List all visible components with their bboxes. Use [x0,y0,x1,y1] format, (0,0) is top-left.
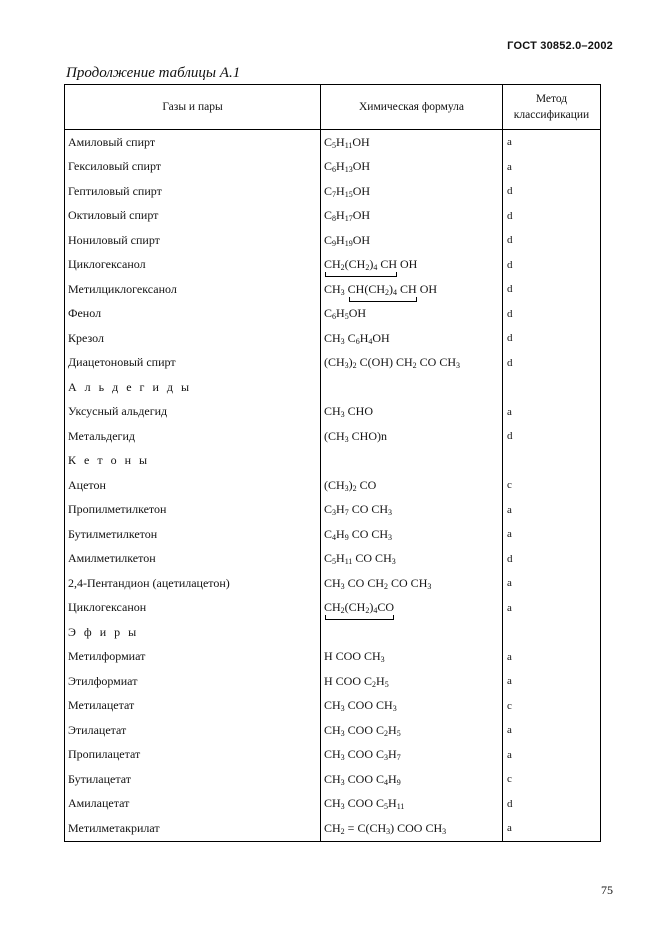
method-cell: a [503,130,601,155]
method-cell: c [503,473,601,498]
method-cell: a [503,718,601,743]
method-cell: a [503,596,601,621]
gas-name-cell: Метилформиат [65,645,321,670]
method-cell: a [503,645,601,670]
formula-cell: $(CH_3)_2$ CO [321,473,503,498]
table-row [65,155,601,180]
formula-cell: $CH_3$ CO $CH_2$ CO $CH_3$ [321,571,503,596]
table-row [65,767,601,792]
method-cell: d [503,179,601,204]
formula-cell: $CH_3$ CHO [321,400,503,425]
table-row [65,571,601,596]
gas-name-cell: Пропилметилкетон [65,498,321,523]
formula-cell [321,596,503,621]
gas-name-cell: Бутилметилкетон [65,522,321,547]
table-row [65,179,601,204]
gas-name-cell: Метилметакрилат [65,816,321,841]
formula-cell [321,449,503,474]
column-header-gas: Газы и пары [65,85,321,130]
table-row [65,400,601,425]
formula-cell: $C_4H_9$ CO $CH_3$ [321,522,503,547]
gas-name-cell: Уксусный альдегид [65,400,321,425]
method-cell: a [503,669,601,694]
formula-cell: $C_3H_7$ CO $CH_3$ [321,498,503,523]
gas-name-cell: Метилциклогексанол [65,277,321,302]
formula-cell: $C_6H_{13}OH$ [321,155,503,180]
gas-name-cell: Амилметилкетон [65,547,321,572]
gas-name-cell: Гептиловый спирт [65,179,321,204]
formula-cell: $CH_3$ COO $C_4H_9$ [321,767,503,792]
formula-cell: $C_8H_{17}OH$ [321,204,503,229]
table-row [65,228,601,253]
table-row [65,694,601,719]
gas-name-cell: Метальдегид [65,424,321,449]
formula-cell: $C_9H_{19}OH$ [321,228,503,253]
table-row [65,792,601,817]
method-cell: d [503,424,601,449]
table-row [65,277,601,302]
table-row [65,718,601,743]
document-code: ГОСТ 30852.0–2002 [507,40,613,52]
gas-name-cell: Амилацетат [65,792,321,817]
gas-name-cell: Бутилацетат [65,767,321,792]
method-cell: d [503,253,601,278]
gas-name-cell: Амиловый спирт [65,130,321,155]
table-row [65,253,601,278]
ring-bracket: $CH(CH_2)_4$ CH [347,281,417,297]
method-cell: d [503,351,601,376]
gas-name-cell: Гексиловый спирт [65,155,321,180]
table-row [65,473,601,498]
formula-cell [321,620,503,645]
table-row [65,816,601,841]
group-heading: А л ь д е г и д ы [65,375,321,400]
method-cell: d [503,792,601,817]
group-heading-row [65,620,601,645]
formula-cell [321,375,503,400]
method-cell: d [503,302,601,327]
method-cell: c [503,767,601,792]
gas-name-cell: Этилацетат [65,718,321,743]
method-cell [503,375,601,400]
gas-name-cell: 2,4-Пентандион (ацетилацетон) [65,571,321,596]
method-cell [503,620,601,645]
table-row [65,302,601,327]
table-body [65,130,601,842]
gas-name-cell: Диацетоновый спирт [65,351,321,376]
group-heading: Э ф и р ы [65,620,321,645]
formula-cell: $CH_3$ COO $C_5H_{11}$ [321,792,503,817]
table-row [65,204,601,229]
formula-cell: $CH_3$ $CH(CH_2)_4$ CH OH [321,277,503,302]
formula-cell: $CH_2 = C(CH_3)$ COO $CH_3$ [321,816,503,841]
table-row [65,669,601,694]
method-cell: d [503,277,601,302]
table-row [65,743,601,768]
gas-name-cell: Метилацетат [65,694,321,719]
formula-cell: $C_5H_{11}OH$ [321,130,503,155]
table-row [65,130,601,155]
table-row [65,596,601,621]
method-cell: a [503,743,601,768]
gas-name-cell: Ацетон [65,473,321,498]
formula-cell: $CH_3$ $C_6H_4OH$ [321,326,503,351]
table-row [65,326,601,351]
gas-classification-table [64,84,601,842]
formula-cell: $CH_3$ COO $CH_3$ [321,694,503,719]
method-cell: d [503,547,601,572]
column-header-formula: Химическая формула [321,85,503,130]
method-cell: c [503,694,601,719]
method-cell: a [503,400,601,425]
method-cell [503,449,601,474]
method-cell: d [503,228,601,253]
table-row [65,351,601,376]
column-header-method: Метод классификации [503,85,601,130]
formula-cell: H COO $CH_3$ [321,645,503,670]
table-row [65,498,601,523]
gas-name-cell: Фенол [65,302,321,327]
formula-cell: $C_6H_5OH$ [321,302,503,327]
gas-name-cell: Пропилацетат [65,743,321,768]
table-caption: Продолжение таблицы А.1 [66,65,241,81]
formula-cell: ($CH_3$ CHO)n [321,424,503,449]
formula-cell: $(CH_3)_2$ C(OH) $CH_2$ CO $CH_3$ [321,351,503,376]
table-row [65,424,601,449]
method-cell: a [503,155,601,180]
method-cell: a [503,571,601,596]
method-cell: a [503,522,601,547]
method-cell: a [503,498,601,523]
gas-name-cell: Циклогексанон [65,596,321,621]
formula-cell: $CH_3$ COO $C_3H_7$ [321,743,503,768]
ring-bracket: $CH_2(CH_2)_4CO$ [324,600,395,616]
page-number: 75 [601,883,613,897]
gas-name-cell: Этилформиат [65,669,321,694]
gas-name-cell: Крезол [65,326,321,351]
method-cell: a [503,816,601,841]
formula-cell: $C_7H_{15}OH$ [321,179,503,204]
method-cell: d [503,326,601,351]
gas-name-cell: Нониловый спирт [65,228,321,253]
formula-cell: $CH_2(CH_2)_4$ CH OH [321,253,503,278]
group-heading-row [65,375,601,400]
formula-cell: $CH_3$ COO $C_2H_5$ [321,718,503,743]
group-heading: К е т о н ы [65,449,321,474]
method-cell: d [503,204,601,229]
formula-cell: $C_5H_{11}$ CO $CH_3$ [321,547,503,572]
group-heading-row [65,449,601,474]
table-row [65,645,601,670]
gas-name-cell: Циклогексанол [65,253,321,278]
table-row [65,522,601,547]
ring-bracket: $CH_2(CH_2)_4$ CH [324,257,398,273]
table-header-row [65,85,601,130]
gas-name-cell: Октиловый спирт [65,204,321,229]
table-row [65,547,601,572]
formula-cell: H COO $C_2H_5$ [321,669,503,694]
